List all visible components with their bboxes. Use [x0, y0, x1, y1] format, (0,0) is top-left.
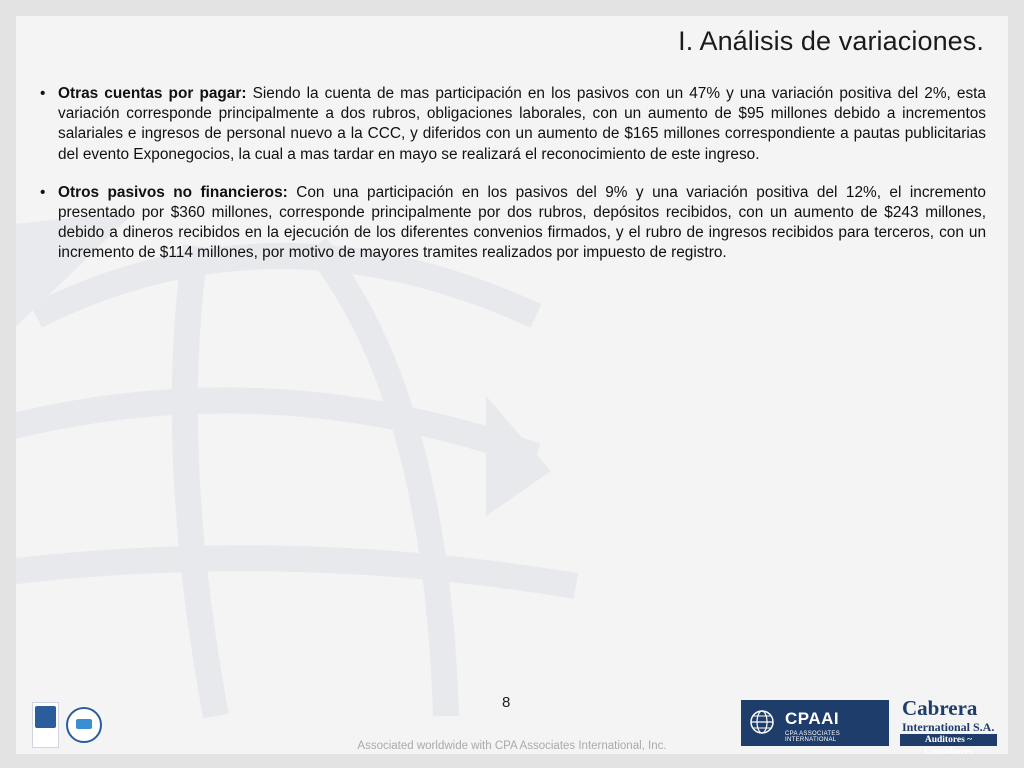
bullet-text: Con una participación en los pasivos del 9% y una variación positiva del 12%, el incremento presentado por $360 millones, corresponde principalmente por dos rubros, depósitos recibidos, con un aumento de $243 millones, debido a dineros recibidos en la ejecución de los diferentes convenios firmados, y el rubro de ingresos recibidos para terceros, con un incremento de $114 millones, por motivo de mayores tramites realizados por impuesto de registro. — [58, 183, 986, 262]
globe-icon — [749, 709, 775, 735]
iqnet-certification-logo — [66, 707, 102, 743]
iso-certification-logo — [32, 702, 59, 748]
bullet-marker: • — [40, 183, 46, 201]
cabrera-tagline: Auditores ~ Consultores — [900, 734, 997, 746]
bullet-label: Otros pasivos no financieros: — [58, 183, 288, 201]
bullet-label: Otras cuentas por pagar: — [58, 85, 247, 102]
footer-note: Associated worldwide with CPA Associates International, Inc. — [357, 740, 667, 752]
bullet-marker: • — [40, 85, 46, 102]
cabrera-company: International S.A. — [902, 720, 995, 734]
cpaai-logo — [741, 700, 889, 746]
cabrera-name: Cabrera — [902, 696, 978, 720]
cpaai-subtitle: CPA ASSOCIATES INTERNATIONAL — [785, 731, 840, 743]
cpaai-name: CPAAI — [785, 709, 840, 728]
bullet-otras-cuentas — [38, 84, 986, 165]
bullet-list — [38, 84, 986, 282]
page-number: 8 — [502, 694, 511, 711]
slide — [16, 16, 1008, 754]
bullet-text: Siendo la cuenta de mas participación en los pasivos con un 47% y una variación positiva del 2%, esta variación corresponde principalmente a dos rubros, obligaciones laborales, con un aumento de $95 millones debido a incrementos salariales e ingresos de personal nuevo a la CCC, y diferidos con un aumento de $165 millones correspondiente a pautas publicitarias del evento Exponegocios, la cual a mas tardar en mayo se realizará el reconocimiento de este ingreso. — [58, 85, 986, 163]
bullet-otros-pasivos — [38, 183, 986, 264]
cabrera-logo — [900, 696, 1000, 757]
page-title: I. Análisis de variaciones. — [678, 26, 984, 56]
